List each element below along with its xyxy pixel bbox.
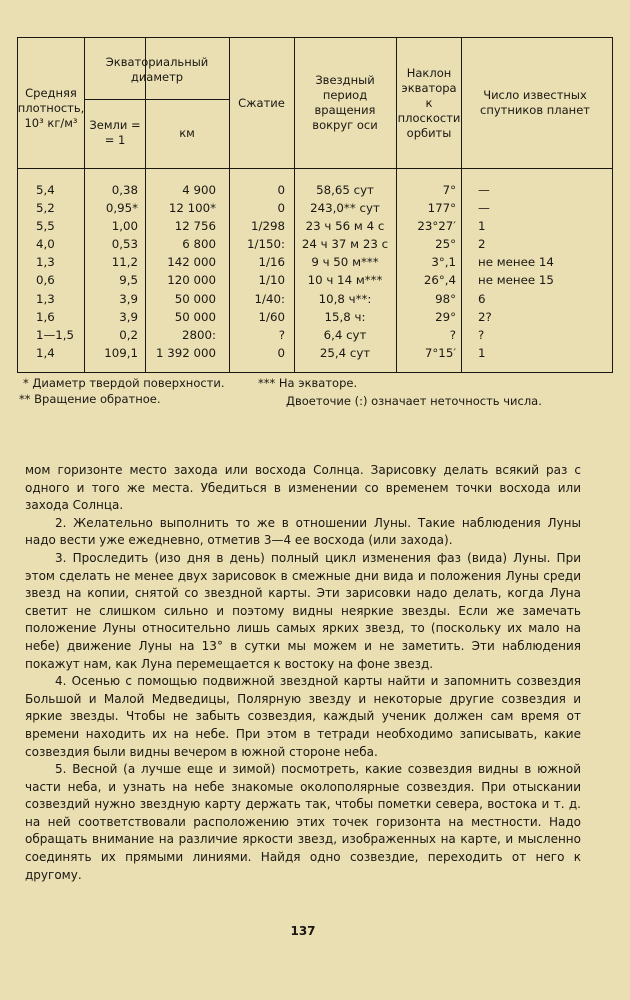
table-cell: 1/60	[258, 309, 285, 324]
table-cell: 1	[478, 345, 486, 360]
table-cell: 0,2	[119, 327, 138, 342]
table-cell: 1 392 000	[155, 345, 216, 360]
column-km	[150, 181, 216, 362]
paragraph: мом горизонте место захода или восхода Солнца. Зарисовку делать всякий раз с одного и того же места. Убедиться в изменении со временем точки восхода или захода Солнца.	[25, 463, 581, 513]
table-cell: 1/16	[258, 255, 285, 270]
table-cell: 6 800	[182, 237, 216, 252]
table-cell: 0	[277, 183, 285, 197]
table-cell: 26°,4	[423, 273, 456, 288]
footnote-surface: * Диаметр твердой поверхности.	[23, 376, 225, 390]
table-cell: 120 000	[167, 273, 216, 288]
table-cell: 1,00	[111, 219, 138, 234]
header-tilt: Наклон экватора к плоскости орбиты	[397, 65, 461, 140]
table-cell: 50 000	[174, 309, 216, 324]
table-cell: —	[478, 183, 490, 197]
table-cell: 10,8 ч**:	[318, 291, 372, 306]
table-cell: ?	[449, 327, 456, 342]
table-cell: 0,38	[111, 183, 138, 197]
column-earth-diameter	[92, 181, 138, 362]
table-cell: 4 900	[182, 183, 216, 197]
column-rotation	[296, 181, 394, 362]
table-cell: 2?	[478, 309, 492, 324]
table-cell: 24 ч 37 м 23 с	[301, 237, 389, 252]
table-cell: не менее 14	[478, 255, 554, 270]
table-cell: 0,6	[36, 273, 55, 288]
table-cell: —	[478, 201, 490, 216]
column-tilt	[400, 181, 456, 362]
table-cell: 3,9	[119, 309, 138, 324]
table-cell: 1,6	[36, 309, 55, 324]
planet-data-table	[17, 37, 613, 373]
table-cell: 9,5	[119, 273, 138, 288]
paragraph: 2. Желательно выполнить то же в отношении Луны. Такие наблюдения Луны надо вести уже ежедневно, отметив 3—4 ее восхода (или захода).	[25, 515, 581, 548]
table-cell: 2	[478, 237, 486, 252]
table-cell: 1/150:	[247, 237, 285, 252]
table-cell: 50 000	[174, 291, 216, 306]
table-cell: 4,0	[36, 237, 55, 252]
table-cell: 6	[478, 291, 486, 306]
footnote-colon: Двоеточие (:) означает неточность числа.	[286, 394, 542, 408]
table-cell: 243,0** сут	[310, 201, 380, 216]
table-cell: 10 ч 14 м***	[307, 273, 383, 288]
table-cell: 3,9	[119, 291, 138, 306]
table-cell: 1,3	[36, 255, 55, 270]
table-cell: 7°15′	[424, 345, 456, 360]
table-cell: 1,3	[36, 291, 55, 306]
table-cell: 5,5	[36, 219, 55, 234]
paragraph: 3. Проследить (изо дня в день) полный цикл изменения фаз (вида) Луны. При этом сделать не менее двух зарисовок в смежные дни вида и положения Луны среди звезд на копии, снятой со звездной карты. Эти зарисовки надо делать, когда Луна светит не слишком сильно и поэтому видны неяркие звезды. Если же замечать положение Луны относительно лишь самых ярких звезд, то (поскольку их мало на небе) движение Луны на 13° в сутки мы можем и не заметить. Эти наблюдения покажут нам, как Луна перемещается к востоку на фоне звезд.	[25, 550, 581, 671]
table-cell: 25°	[435, 237, 456, 252]
table-cell: 29°	[435, 309, 456, 324]
table-cell: 0	[277, 345, 285, 360]
header-density: Средняя плотность, 10³ кг/м³	[17, 85, 85, 130]
header-satellites: Число известных спутников планет	[480, 88, 590, 117]
table-cell: 0,95*	[105, 201, 138, 216]
table-cell: 9 ч 50 м***	[311, 255, 379, 270]
table-cell: 0,53	[111, 237, 138, 252]
table-cell: 7°	[442, 183, 456, 197]
table-cell: 5,2	[36, 201, 55, 216]
column-oblateness	[232, 181, 285, 362]
table-cell: 177°	[427, 201, 456, 216]
table-cell: ?	[278, 327, 285, 342]
table-cell: 0	[277, 201, 285, 216]
table-cell: 6,4 сут	[323, 327, 367, 342]
table-cell: 11,2	[111, 255, 138, 270]
table-cell: 3°,1	[431, 255, 456, 270]
table-cell: 142 000	[167, 255, 216, 270]
table-cell: 58,65 сут	[316, 183, 374, 197]
table-cell: 1/40:	[254, 291, 285, 306]
header-earth-units: Земли = = 1	[89, 118, 141, 147]
column-density	[36, 181, 82, 362]
header-oblateness: Сжатие	[238, 95, 285, 110]
header-rotation: Звездный период вращения вокруг оси	[312, 73, 378, 132]
header-km: км	[179, 125, 195, 140]
table-cell: 23°27′	[417, 219, 456, 234]
paragraph: 4. Осенью с помощью подвижной звездной карты найти и запомнить созвездия Большой и Малой Медведицы, Полярную звезду и некоторые другие созвездия и яркие звезды. Чтобы не забыть созвездия, каждый ученик должен сам время от времени находить их на небе. При этом в тетради необходимо записывать, какие созвездия были видны вечером в южной стороне неба.	[25, 674, 581, 759]
table-cell: 15,8 ч:	[324, 309, 366, 324]
table-cell: 12 756	[174, 219, 216, 234]
table-cell: 109,1	[104, 345, 138, 360]
body-text	[25, 462, 581, 884]
table-cell: 1—1,5	[36, 327, 75, 342]
table-cell: 12 100*	[168, 201, 216, 216]
table-cell: 23 ч 56 м 4 с	[305, 219, 385, 234]
footnote-equator: *** На экваторе.	[258, 376, 358, 390]
page-number: 137	[290, 924, 316, 938]
table-cell: 1,4	[36, 345, 55, 360]
table-cell: 1/298	[251, 219, 285, 234]
table-cell: 25,4 сут	[319, 345, 371, 360]
footnote-retrograde: ** Вращение обратное.	[19, 392, 161, 406]
table-cell: 98°	[435, 291, 456, 306]
table-cell: 2800:	[182, 327, 216, 342]
table-cell: 1/10	[258, 273, 285, 288]
table-cell: 5,4	[36, 183, 55, 197]
table-cell: не менее 15	[478, 273, 554, 288]
table-cell: 1	[478, 219, 486, 234]
table-cell: ?	[478, 327, 485, 342]
paragraph: 5. Весной (а лучше еще и зимой) посмотреть, какие созвездия видны в южной части неба, и узнать на небе знакомые околополярные созвездия. При отыскании созвездий нужно звездную карту держать так, чтобы пометки севера, востока и т. д. на ней соответствовали расположению этих точек горизонта на местности. Надо обращать внимание на различие яркости звезд, изображенных на карте, и мысленно соединять их прямыми линиями. Найдя одно созвездие, переходить от него к другому.	[25, 762, 581, 882]
header-diameter: Экваториальный диаметр	[105, 55, 209, 84]
column-satellites	[478, 181, 606, 362]
